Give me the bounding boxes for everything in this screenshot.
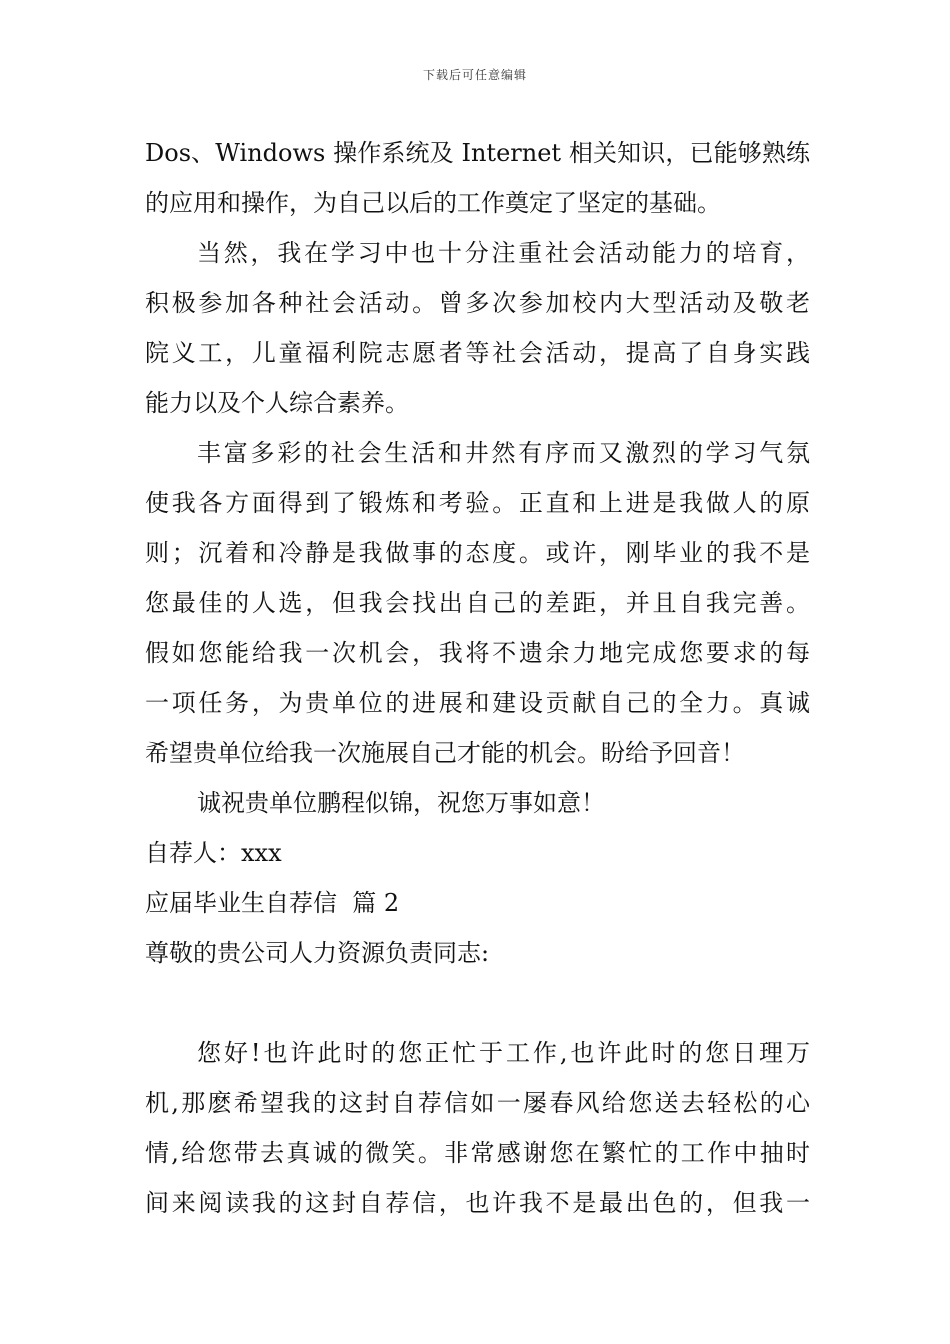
paragraph-3-line-4: 您最佳的人选，但我会找出自己的差距，并且自我完善。 (145, 589, 810, 617)
paragraph-2-line-4: 能力以及个人综合素养。 (145, 389, 409, 417)
paragraph-2-line-1: 当然，我在学习中也十分注重社会活动能力的培育， (197, 239, 810, 267)
blank-line (145, 978, 810, 1028)
paragraph-1-line-2: 的应用和操作，为自己以后的工作奠定了坚定的基础。 (145, 189, 721, 217)
paragraph-4-line-3: 情,给您带去真诚的微笑。非常感谢您在繁忙的工作中抽时 (145, 1139, 810, 1167)
paragraph-3-line-7: 希望贵单位给我一次施展自己才能的机会。盼给予回音！ (145, 739, 745, 767)
paragraph-3-line-6: 一项任务，为贵单位的进展和建设贡献自己的全力。真诚 (145, 689, 810, 717)
paragraph-4-line-2: 机,那麽希望我的这封自荐信如一屡春风给您送去轻松的心 (145, 1089, 810, 1117)
paragraph-3-line-1: 丰富多彩的社会生活和井然有序而又激烈的学习气氛 (197, 439, 810, 467)
paragraph-3-line-2: 使我各方面得到了锻炼和考验。正直和上进是我做人的原 (145, 489, 810, 517)
document-body (145, 128, 810, 1228)
closing-line: 诚祝贵单位鹏程似锦，祝您万事如意！ (197, 789, 605, 817)
signature-line: 自荐人：xxx (145, 839, 282, 867)
paragraph-2-line-3: 院义工，儿童福利院志愿者等社会活动，提高了自身实践 (145, 339, 810, 367)
paragraph-4-line-1: 您好!也许此时的您正忙于工作,也许此时的您日理万 (197, 1039, 810, 1067)
paragraph-3-line-3: 则；沉着和冷静是我做事的态度。或许，刚毕业的我不是 (145, 539, 810, 567)
section-title: 应届毕业生自荐信 篇 2 (145, 889, 400, 917)
paragraph-4-line-4: 间来阅读我的这封自荐信，也许我不是最出色的，但我一 (145, 1189, 810, 1217)
header-note: 下载后可任意编辑 (422, 68, 527, 82)
paragraph-2-line-2: 积极参加各种社会活动。曾多次参加校内大型活动及敬老 (145, 289, 810, 317)
paragraph-1-line-1: Dos、Windows 操作系统及 Internet 相关知识，已能够熟练 (145, 139, 810, 167)
paragraph-3-line-5: 假如您能给我一次机会，我将不遗余力地完成您要求的每 (145, 639, 810, 667)
salutation-line: 尊敬的贵公司人力资源负责同志: (145, 939, 490, 967)
